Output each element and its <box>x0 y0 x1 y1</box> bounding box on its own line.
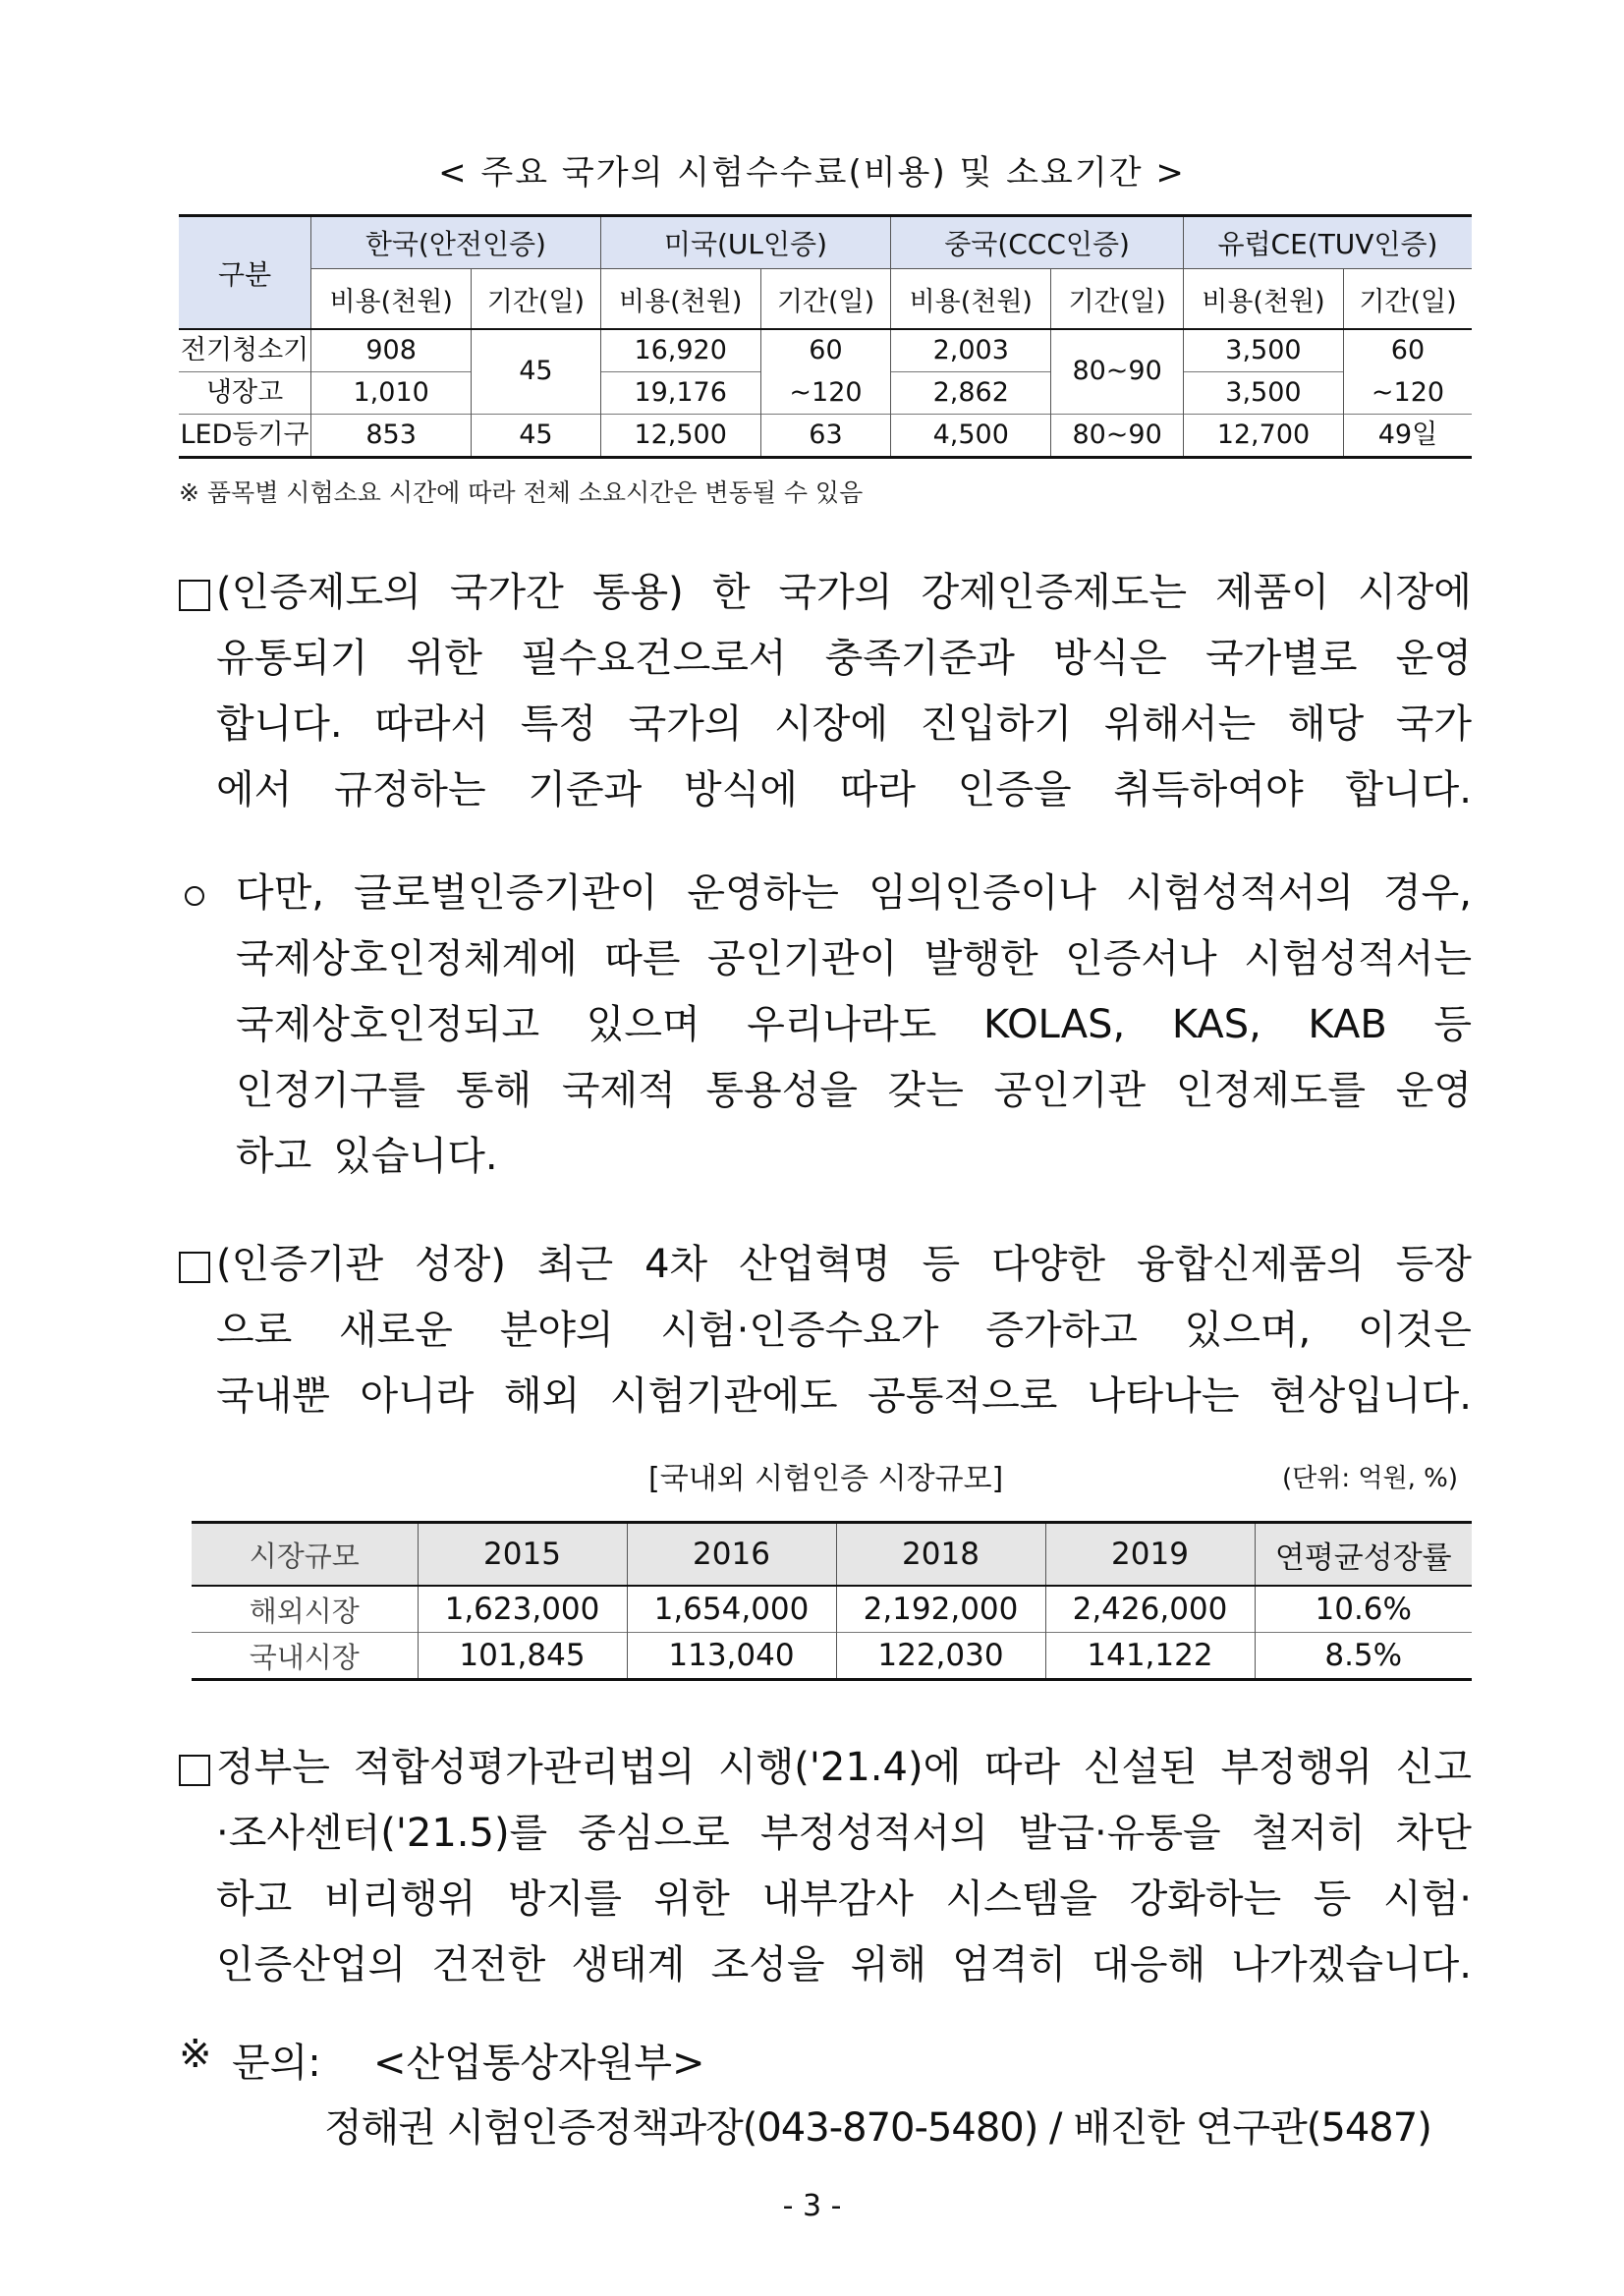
item-name: 전기청소기 <box>179 329 311 372</box>
paragraph-line: ·조사센터('21.5)를 중심으로 부정성적서의 발급·유통을 철저히 차단 <box>216 1811 1472 1856</box>
table-cell: 122,030 <box>836 1633 1045 1680</box>
period-cell: 45 <box>472 329 601 415</box>
paragraph-line: 국내뿐 아니라 해외 시험기관에도 공통적으로 나타나는 현상입니다. <box>216 1373 1472 1419</box>
market-table-unit: (단위: 억원, %) <box>1282 1464 1459 1493</box>
cost-cell: 1,010 <box>311 372 472 415</box>
cost-cell: 853 <box>311 415 472 458</box>
item-name: 냉장고 <box>179 372 311 415</box>
paragraph-line: (인증기관 성장) 최근 4차 산업혁명 등 다양한 융합신제품의 등장 <box>216 1242 1472 1287</box>
period-header: 기간(일) <box>1343 269 1472 330</box>
market-size-table <box>192 1521 1472 1681</box>
period-header: 기간(일) <box>760 269 891 330</box>
table-cell: 141,122 <box>1045 1633 1255 1680</box>
checkbox-square-icon <box>179 1755 210 1786</box>
note-mark: ※ <box>179 2032 212 2077</box>
country-header: 유럽CE(TUV인증) <box>1183 216 1472 269</box>
paragraph-line: 인정기구를 통해 국제적 통용성을 갖는 공인기관 인정제도를 운영 <box>236 1068 1472 1113</box>
period-header: 기간(일) <box>472 269 601 330</box>
paragraph-line: 하고 비리행위 방지를 위한 내부감사 시스템을 강화하는 등 시험· <box>216 1876 1472 1922</box>
cost-cell: 908 <box>311 329 472 372</box>
table-cell: 2,426,000 <box>1045 1586 1255 1633</box>
col-header-gubun: 구분 <box>179 216 311 330</box>
period-cell: 80~90 <box>1051 415 1184 458</box>
market-table-title: [국내외 시험인증 시장규모] <box>648 1462 1004 1496</box>
table-row <box>192 1586 1472 1633</box>
market-header: 시장규모 <box>192 1523 418 1587</box>
cost-cell: 12,700 <box>1183 415 1343 458</box>
paragraph-government-response <box>216 1735 1472 1998</box>
cost-cell: 3,500 <box>1183 329 1343 372</box>
contact-organization: <산업통상자원부> <box>373 2041 705 2086</box>
period-cell: ~120 <box>760 372 891 415</box>
table-cell: 1,654,000 <box>627 1586 836 1633</box>
paragraph-global-certification <box>236 861 1472 1190</box>
cost-cell: 2,003 <box>891 329 1051 372</box>
cost-cell: 16,920 <box>600 329 760 372</box>
paragraph-line: 으로 새로운 분야의 시험·인증수요가 증가하고 있으며, 이것은 <box>216 1308 1472 1353</box>
table-row <box>192 1633 1472 1680</box>
country-header: 중국(CCC인증) <box>891 216 1184 269</box>
market-name: 해외시장 <box>192 1586 418 1633</box>
cost-cell: 3,500 <box>1183 372 1343 415</box>
period-cell: 60 <box>760 329 891 372</box>
period-cell: 80~90 <box>1051 329 1184 415</box>
year-header: 2016 <box>627 1523 836 1587</box>
paragraph-line: (인증제도의 국가간 통용) 한 국가의 강제인증제도는 제품이 시장에 <box>216 570 1472 615</box>
paragraph-certification-growth <box>216 1232 1472 1429</box>
period-header: 기간(일) <box>1051 269 1184 330</box>
table-cell: 8.5% <box>1255 1633 1472 1680</box>
contact-label: 문의: <box>232 2041 321 2086</box>
country-header: 한국(안전인증) <box>311 216 601 269</box>
paragraph-line: 국제상호인정체계에 따른 공인기관이 발행한 인증서나 시험성적서는 <box>236 936 1472 981</box>
table-cell: 101,845 <box>418 1633 627 1680</box>
paragraph-line: 정부는 적합성평가관리법의 시행('21.4)에 따라 신설된 부정행위 신고 <box>216 1745 1472 1790</box>
contact-people: 정해권 시험인증정책과장(043-870-5480) / 배진한 연구관(5487) <box>324 2105 1431 2151</box>
paragraph-line: 인증산업의 건전한 생태계 조성을 위해 엄격히 대응해 나가겠습니다. <box>216 1942 1472 1988</box>
period-cell: 49일 <box>1343 415 1472 458</box>
cost-cell: 12,500 <box>600 415 760 458</box>
period-cell: 60 <box>1343 329 1472 372</box>
table-row <box>179 372 1472 415</box>
growth-header: 연평균성장률 <box>1255 1523 1472 1587</box>
page-number: - 3 - <box>782 2189 842 2223</box>
period-cell: 63 <box>760 415 891 458</box>
fee-table-note: ※ 품목별 시험소요 시간에 따라 전체 소요시간은 변동될 수 있음 <box>179 478 864 507</box>
checkbox-square-icon <box>179 580 210 611</box>
paragraph-line: 하고 있습니다. <box>236 1134 498 1179</box>
period-cell: ~120 <box>1343 372 1472 415</box>
paragraph-line: 에서 규정하는 기준과 방식에 따라 인증을 취득하여야 합니다. <box>216 767 1472 812</box>
table-cell: 1,623,000 <box>418 1586 627 1633</box>
cost-header: 비용(천원) <box>600 269 760 330</box>
fee-table-title: < 주요 국가의 시험수수료(비용) 및 소요기간 > <box>438 153 1186 193</box>
market-name: 국내시장 <box>192 1633 418 1680</box>
year-header: 2018 <box>836 1523 1045 1587</box>
circle-bullet-icon <box>185 886 204 906</box>
country-header: 미국(UL인증) <box>600 216 891 269</box>
checkbox-square-icon <box>179 1252 210 1283</box>
table-row <box>179 415 1472 458</box>
paragraph-line: 국제상호인정되고 있으며 우리나라도 KOLAS, KAS, KAB 등 <box>236 1002 1472 1047</box>
fee-table <box>179 214 1472 459</box>
year-header: 2019 <box>1045 1523 1255 1587</box>
cost-header: 비용(천원) <box>891 269 1051 330</box>
cost-cell: 2,862 <box>891 372 1051 415</box>
item-name: LED등기구 <box>179 415 311 458</box>
table-cell: 113,040 <box>627 1633 836 1680</box>
cost-header: 비용(천원) <box>1183 269 1343 330</box>
paragraph-line: 다만, 글로벌인증기관이 운영하는 임의인증이나 시험성적서의 경우, <box>236 870 1472 916</box>
paragraph-line: 유통되기 위한 필수요건으로서 충족기준과 방식은 국가별로 운영 <box>216 636 1472 681</box>
paragraph-certification-mutual <box>216 560 1472 823</box>
table-row <box>179 329 1472 372</box>
cost-cell: 4,500 <box>891 415 1051 458</box>
year-header: 2015 <box>418 1523 627 1587</box>
cost-cell: 19,176 <box>600 372 760 415</box>
period-cell: 45 <box>472 415 601 458</box>
table-cell: 2,192,000 <box>836 1586 1045 1633</box>
cost-header: 비용(천원) <box>311 269 472 330</box>
table-cell: 10.6% <box>1255 1586 1472 1633</box>
paragraph-line: 합니다. 따라서 특정 국가의 시장에 진입하기 위해서는 해당 국가 <box>216 701 1472 747</box>
